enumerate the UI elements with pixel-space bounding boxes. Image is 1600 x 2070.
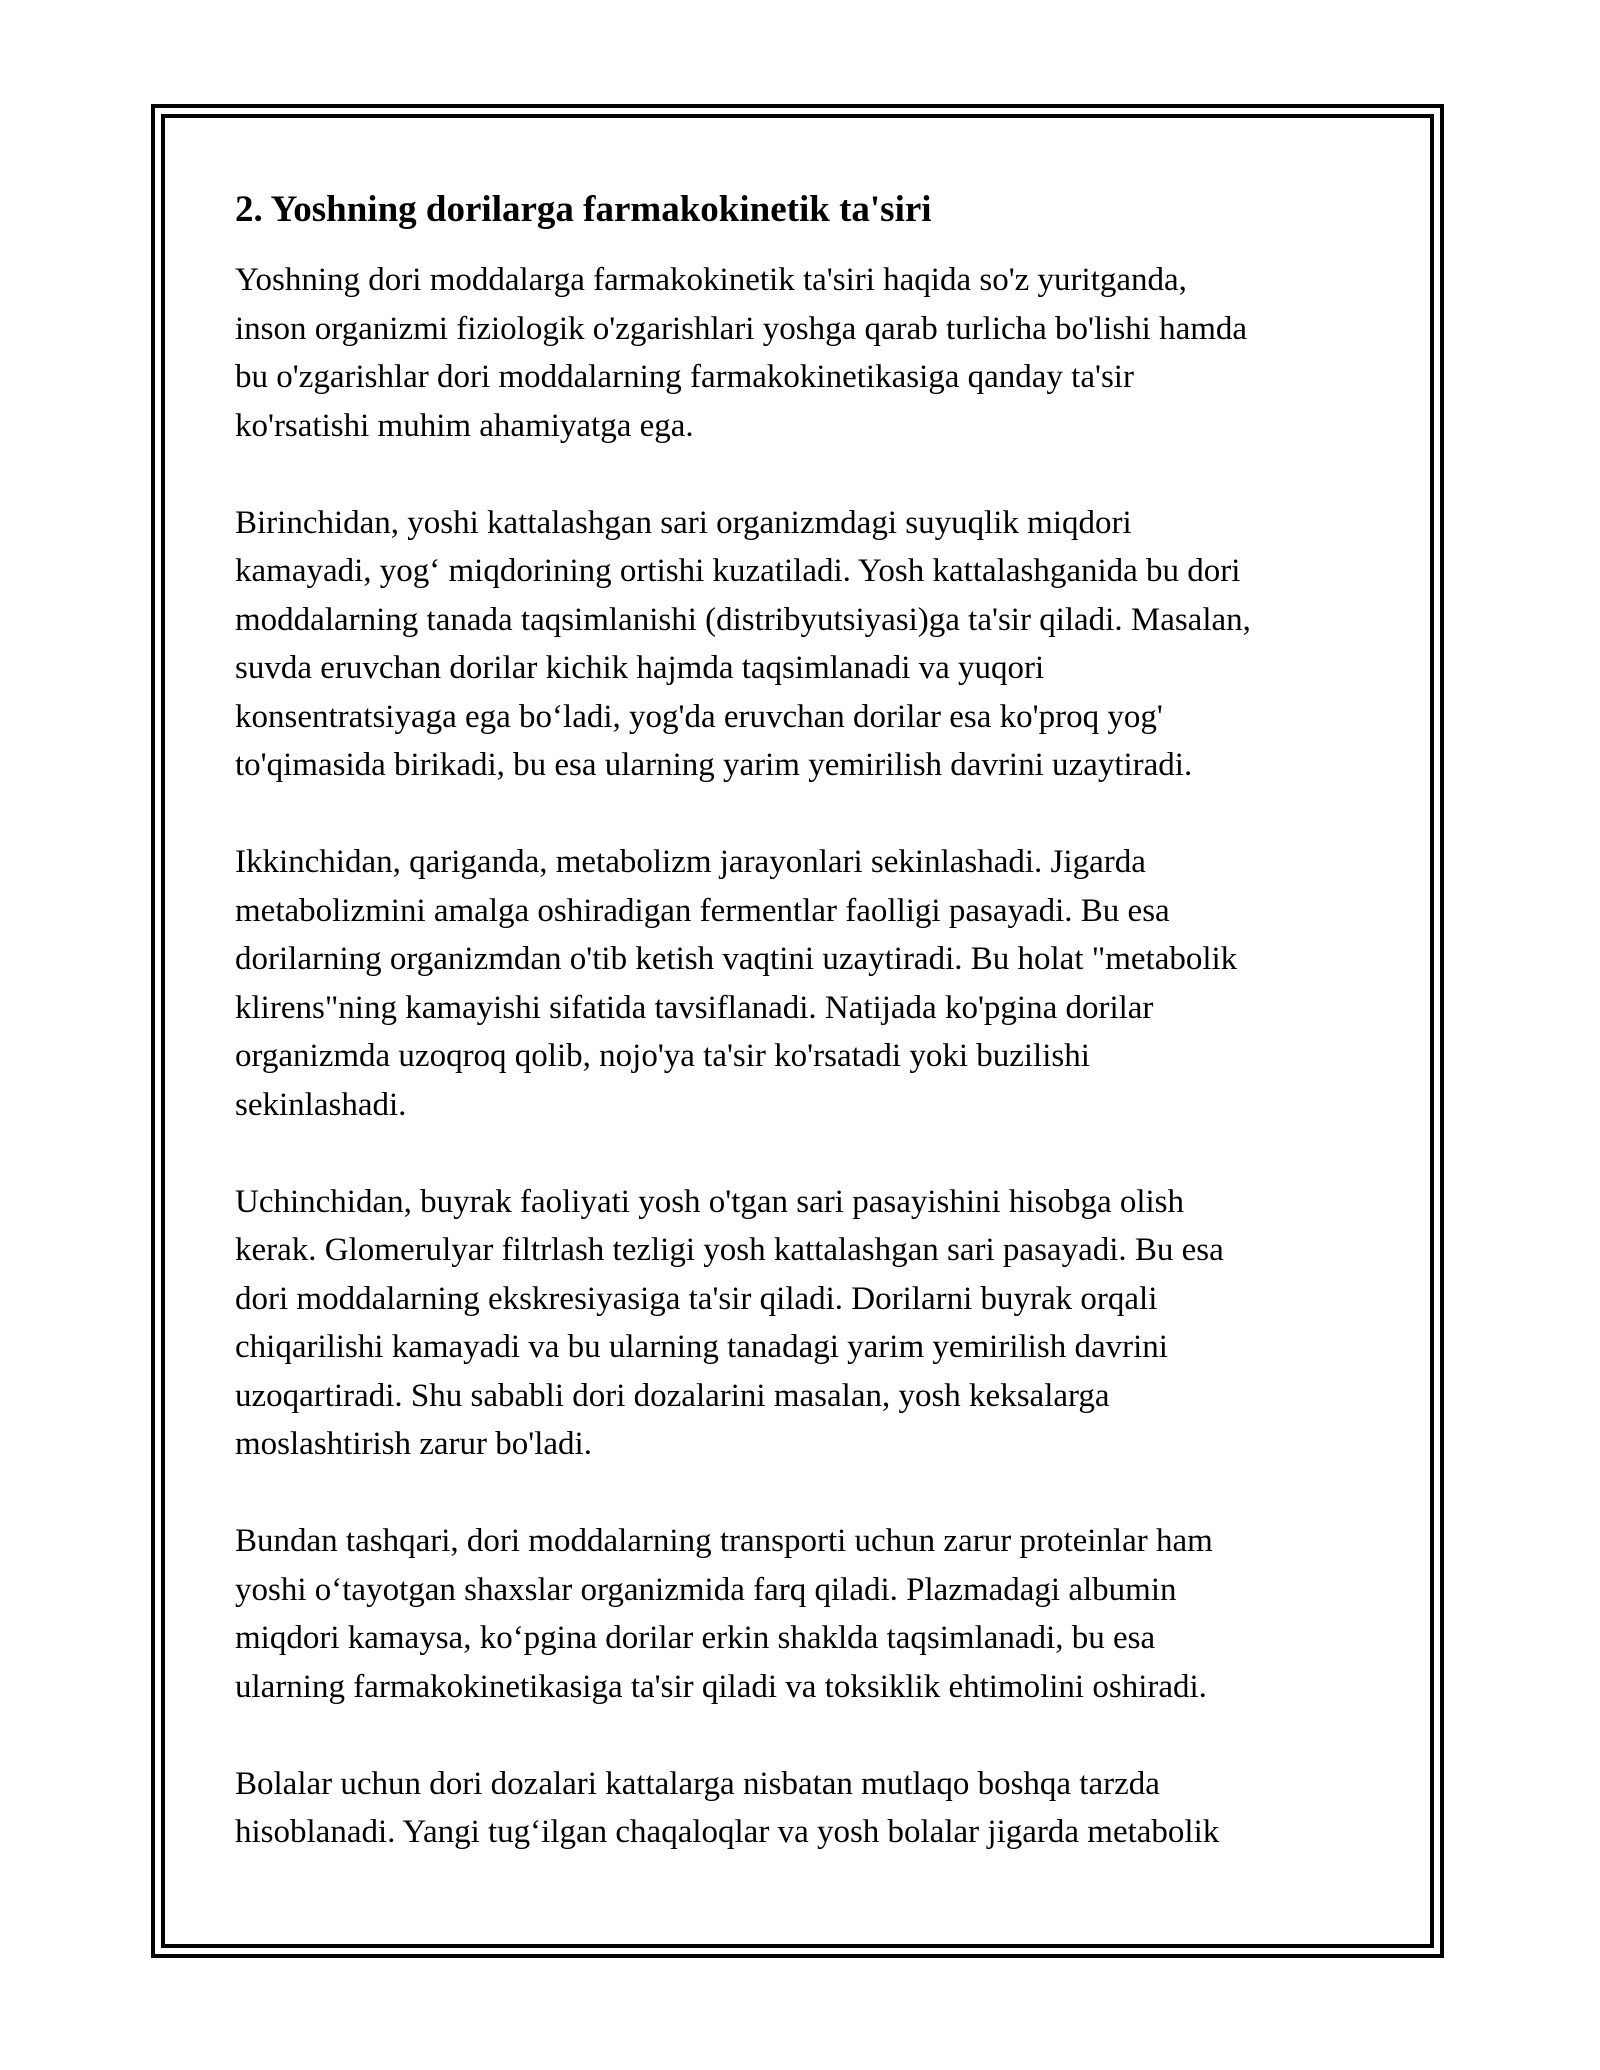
section-heading: 2. Yoshning dorilarga farmakokinetik ta'siri	[235, 189, 932, 230]
paragraph-third-point: Uchinchidan, buyrak faoliyati yosh o'tgan sari pasayishini hisobga olish kerak. Glomerulyar filtrlash tezligi yosh kattalashgan sari pasayadi. Bu esa dori moddalarning ekskresiyasiga ta'sir qiladi. Dorilarni buyrak orqali chiqarilishi kamayadi va bu ularning tanadagi yarim yemirilish davrini uzoqartiradi. Shu sababli dori dozalarini masalan, yosh keksalarga moslashtirish zarur bo'ladi.	[235, 1183, 1224, 1462]
document-body	[235, 186, 1365, 1905]
paragraph-second-point: Ikkinchidan, qariganda, metabolizm jarayonlari sekinlashadi. Jigarda metabolizmini amalga oshiradigan fermentlar faolligi pasayadi. Bu esa dorilarning organizmdan o'tib ketish vaqtini uzaytiradi. Bu holat "metabolik klirens"ning kamayishi sifatida tavsiflanadi. Natijada ko'pgina dorilar organizmda uzoqroq qolib, nojo'ya ta'sir ko'rsatadi yoki buzilishi sekinlashadi.	[235, 844, 1238, 1123]
paragraph-first-point: Birinchidan, yoshi kattalashgan sari organizmdagi suyuqlik miqdori kamayadi, yog‘ miqdorining ortishi kuzatiladi. Yosh kattalashganida bu dori moddalarning tanada taqsimlanishi (distribyutsiyasi)ga ta'sir qiladi. Masalan, suvda eruvchan dorilar kichik hajmda taqsimlanadi va yuqori konsentratsiyaga ega bo‘ladi, yog'da eruvchan dorilar esa ko'proq yog' to'qimasida birikadi, bu esa ularning yarim yemirilish davrini uzaytiradi.	[235, 504, 1251, 783]
paragraph-children: Bolalar uchun dori dozalari kattalarga nisbatan mutlaqo boshqa tarzda hisoblanadi. Yangi tug‘ilgan chaqaloqlar va yosh bolalar jigarda metabolik	[235, 1765, 1220, 1850]
paragraph-proteins: Bundan tashqari, dori moddalarning transporti uchun zarur proteinlar ham yoshi o‘tayotgan shaxslar organizmida farq qiladi. Plazmadagi albumin miqdori kamaysa, ko‘pgina dorilar erkin shaklda taqsimlanadi, bu esa ularning farmakokinetikasiga ta'sir qiladi va toksiklik ehtimolini oshiradi.	[235, 1523, 1213, 1705]
paragraph-intro: Yoshning dori moddalarga farmakokinetik ta'siri haqida so'z yuritganda, inson organizmi fiziologik o'zgarishlari yoshga qarab turlicha bo'lishi hamda bu o'zgarishlar dori moddalarning farmakokinetikasiga qanday ta'sir ko'rsatishi muhim ahamiyatga ega.	[235, 262, 1248, 444]
